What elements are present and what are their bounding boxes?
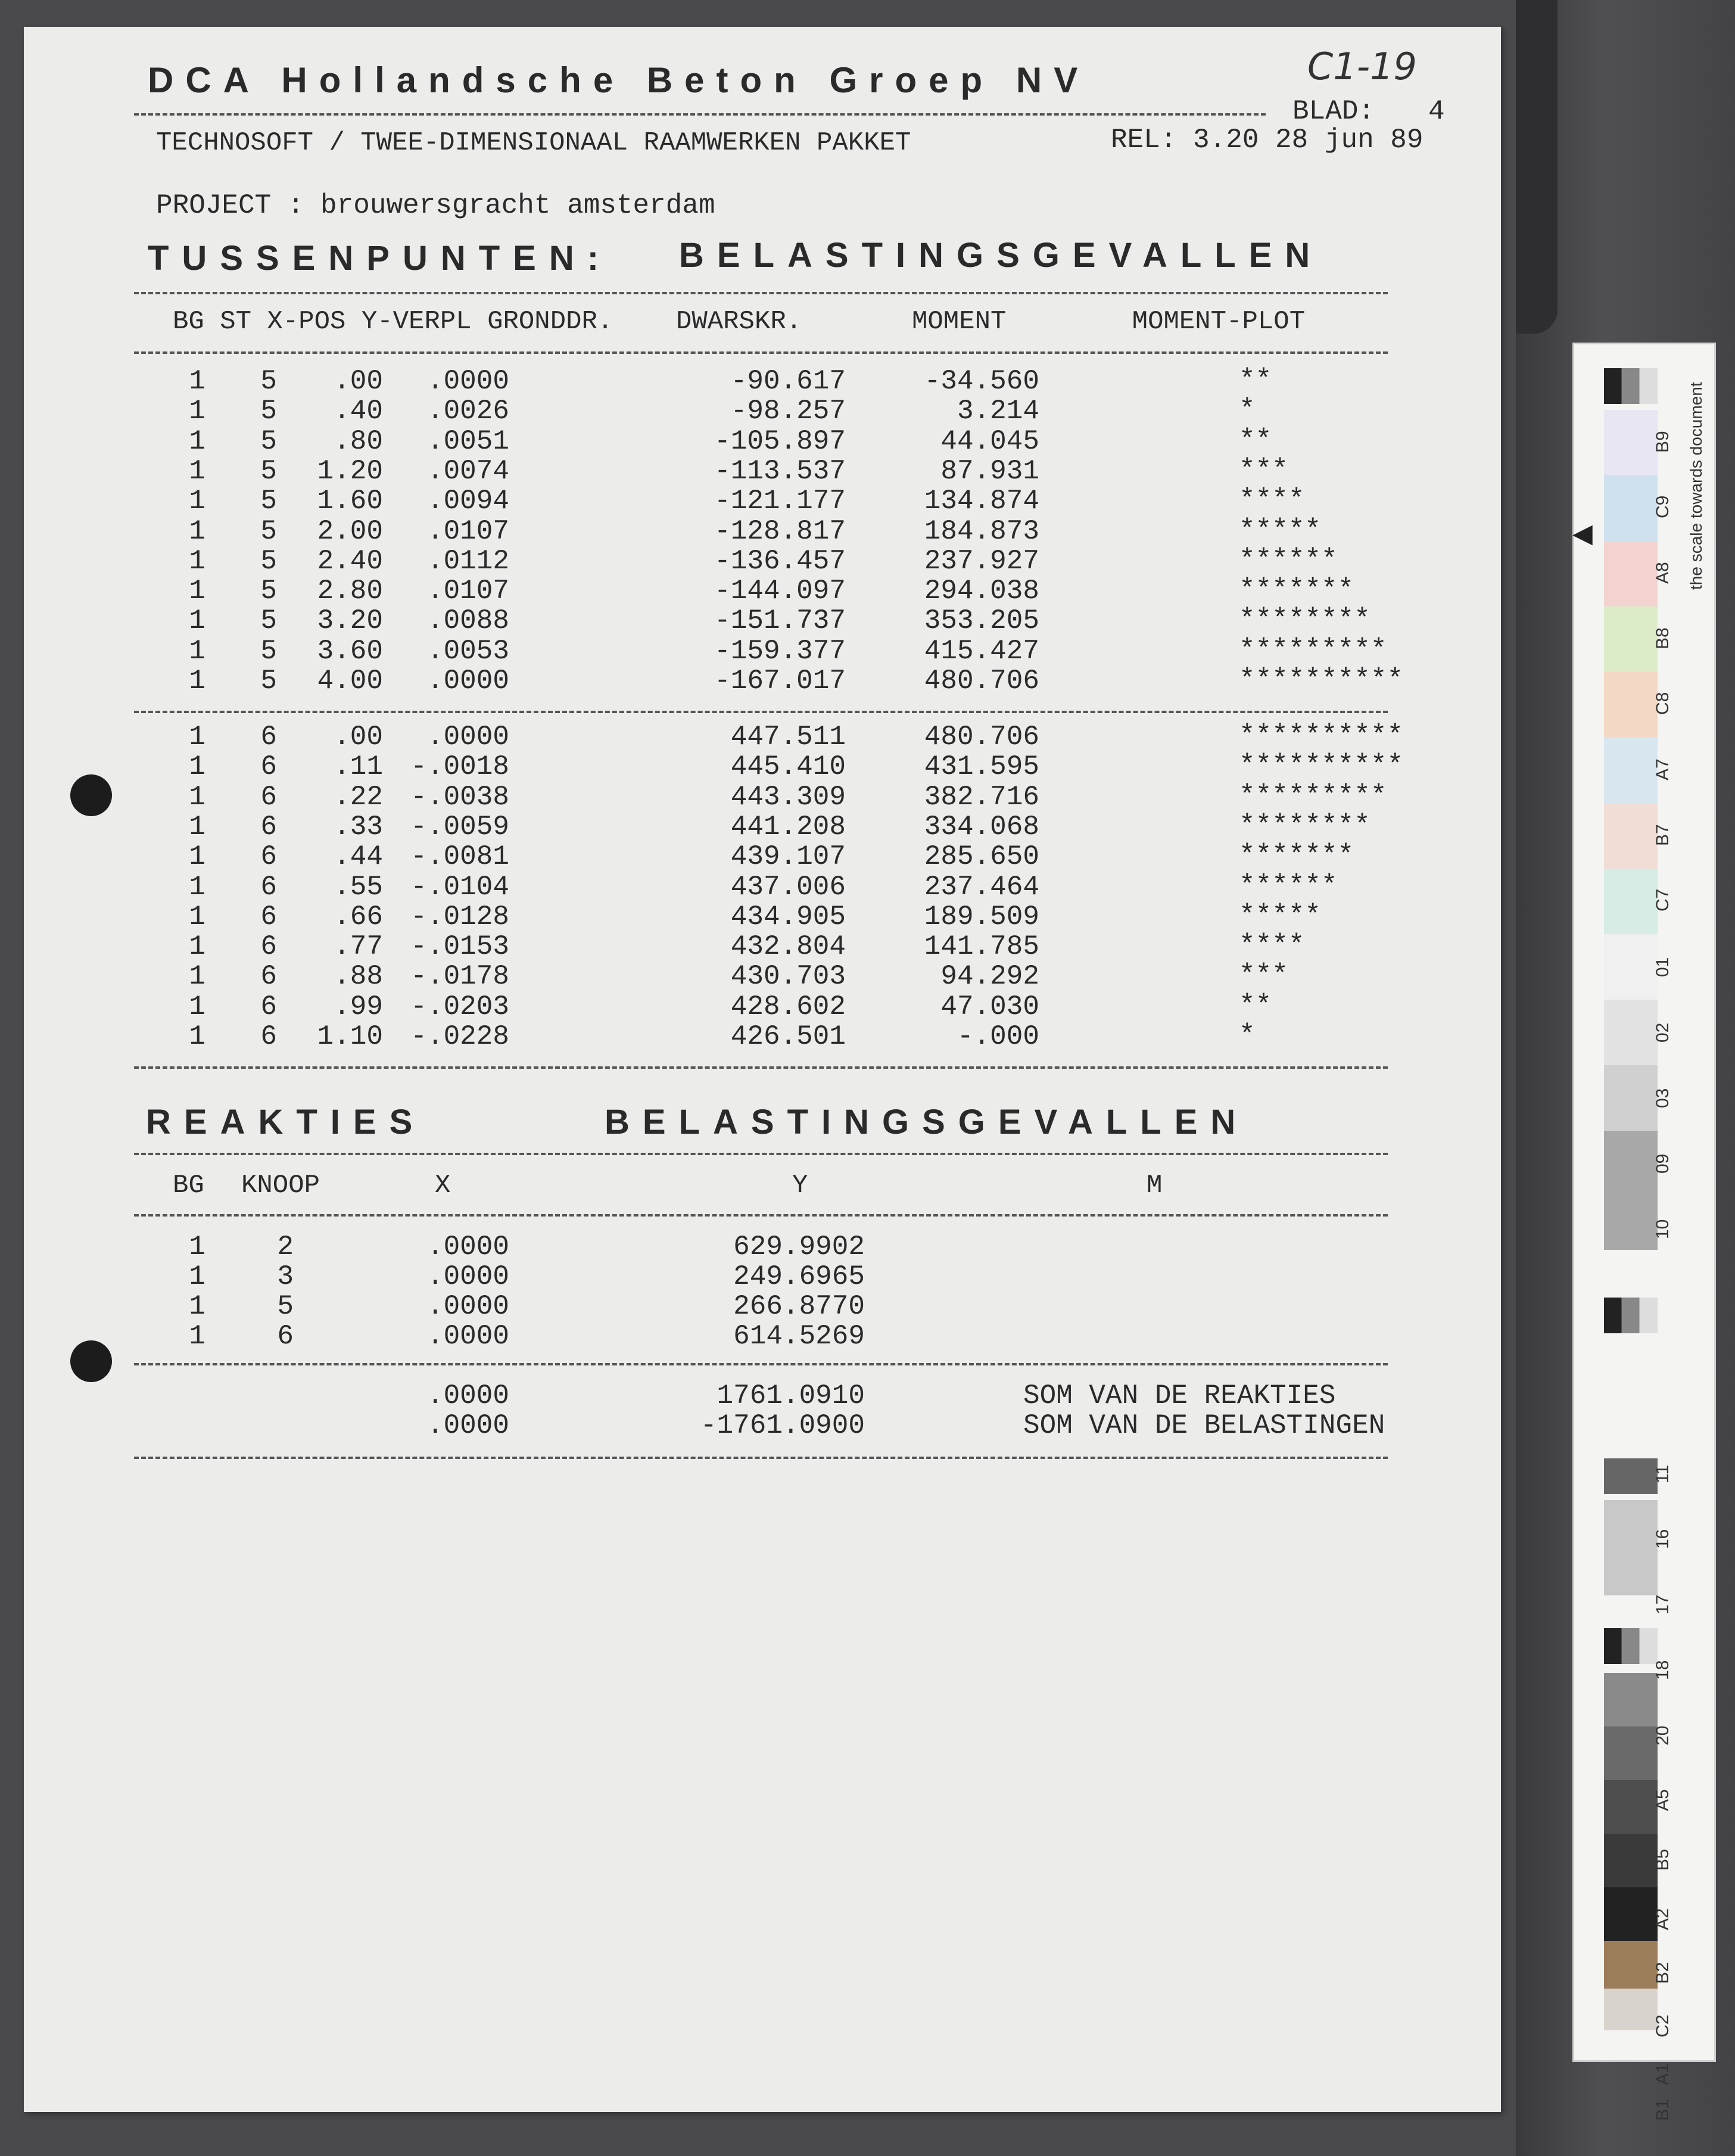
cell-dwarskr: 443.309: [730, 781, 846, 813]
cell-moment: 237.927: [924, 545, 1039, 577]
scale-patch: [1604, 1500, 1658, 1595]
cell-st: 5: [260, 665, 277, 696]
moment-plot: *******: [1239, 574, 1354, 606]
cell-dwarskr: 441.208: [730, 811, 846, 842]
cell-moment: 47.030: [940, 991, 1039, 1022]
cell-xpos: 3.20: [317, 605, 383, 637]
cell-st: 5: [260, 575, 277, 607]
reaktie-x: .0000: [426, 1231, 509, 1262]
cell-moment: 3.214: [957, 396, 1039, 427]
blad-label: BLAD:: [1292, 96, 1375, 127]
cell-yverpl: .0107: [426, 575, 509, 607]
cell-yverpl: .0000: [426, 721, 509, 752]
cell-yverpl: .0107: [426, 515, 509, 547]
scale-patch: [1604, 410, 1658, 475]
release-date: REL: 3.20 28 jun 89: [1111, 125, 1423, 155]
scale-patch: [1604, 1887, 1658, 1941]
total-label: SOM VAN DE BELASTINGEN: [1023, 1410, 1385, 1441]
moment-plot: **********: [1239, 664, 1404, 695]
scale-patch: [1604, 738, 1658, 803]
cell-st: 6: [260, 751, 277, 783]
cell-moment: 141.785: [924, 931, 1039, 963]
cell-bg: 1: [189, 901, 205, 932]
cell-moment: -34.560: [924, 366, 1039, 397]
total-y: -1761.0900: [700, 1410, 865, 1441]
cell-bg: 1: [189, 605, 205, 637]
moment-plot: ********: [1239, 604, 1370, 636]
cell-st: 5: [260, 486, 277, 517]
color-scale-strip: [1572, 343, 1716, 2062]
section2-title-left: REAKTIES: [146, 1103, 426, 1141]
scale-note: the scale towards document: [1687, 382, 1705, 590]
cell-bg: 1: [189, 515, 205, 547]
scale-patch: [1604, 934, 1658, 1000]
cell-dwarskr: -151.737: [714, 605, 846, 637]
reaktie-knoop: 5: [277, 1291, 294, 1322]
scale-label: C9: [1653, 495, 1672, 518]
scale-label: B1: [1653, 2099, 1672, 2121]
divider: [134, 1457, 1388, 1459]
scale-patch: [1604, 1673, 1658, 1726]
cell-xpos: 3.60: [317, 635, 383, 667]
cell-moment: 237.464: [924, 871, 1039, 903]
cell-dwarskr: 434.905: [730, 901, 846, 932]
cell-bg: 1: [189, 486, 205, 517]
cell-bg: 1: [189, 575, 205, 607]
cell-moment: 87.931: [940, 455, 1039, 487]
cell-st: 5: [260, 635, 277, 667]
scale-label: 01: [1653, 957, 1672, 977]
cell-bg: 1: [189, 1021, 205, 1052]
cell-yverpl: -.0081: [410, 841, 509, 873]
cell-dwarskr: 447.511: [730, 721, 846, 752]
cell-yverpl: -.0059: [410, 811, 509, 842]
cell-st: 5: [260, 515, 277, 547]
scale-patch: [1604, 1780, 1658, 1834]
moment-plot: *******: [1239, 840, 1354, 872]
binder-fold: [1516, 0, 1558, 334]
cell-yverpl: .0026: [426, 396, 509, 427]
cell-yverpl: -.0104: [410, 871, 509, 903]
cell-st: 6: [260, 901, 277, 932]
moment-plot: **: [1239, 990, 1272, 1021]
divider: [134, 351, 1388, 354]
reaktie-y: 629.9902: [733, 1231, 865, 1262]
scale-label: 18: [1653, 1660, 1672, 1680]
scale-patch: [1604, 1834, 1658, 1887]
cell-bg: 1: [189, 455, 205, 487]
scale-label: B7: [1653, 824, 1672, 846]
col-bg: BG: [173, 1171, 204, 1200]
cell-dwarskr: -105.897: [714, 425, 846, 457]
cell-moment: 44.045: [940, 425, 1039, 457]
cell-bg: 1: [189, 425, 205, 457]
cell-moment: 189.509: [924, 901, 1039, 932]
arrow-left-icon: ◀: [1572, 518, 1593, 549]
scale-label: A7: [1653, 758, 1672, 780]
scale-label: B8: [1653, 627, 1672, 649]
moment-plot: **: [1239, 365, 1272, 396]
cell-moment: 480.706: [924, 665, 1039, 696]
blad-value: 4: [1428, 96, 1445, 127]
moment-plot: ****: [1239, 484, 1305, 516]
cell-st: 5: [260, 425, 277, 457]
cell-bg: 1: [189, 781, 205, 813]
scale-patch: [1604, 1458, 1658, 1494]
cell-yverpl: .0053: [426, 635, 509, 667]
cell-st: 6: [260, 961, 277, 993]
cell-yverpl: -.0038: [410, 781, 509, 813]
total-y: 1761.0910: [717, 1380, 865, 1411]
company-name: DCA Hollandsche Beton Groep NV: [148, 60, 1090, 100]
cell-yverpl: -.0128: [410, 901, 509, 932]
moment-plot: *: [1239, 1020, 1256, 1051]
cell-dwarskr: -144.097: [714, 575, 846, 607]
section1-column-header: BG ST X-POS Y-VERPL GRONDDR. DWARSKR. MOMENT MOMENT-PLOT: [173, 307, 1306, 337]
divider: [134, 1363, 1388, 1365]
cell-moment: 334.068: [924, 811, 1039, 842]
reaktie-bg: 1: [189, 1321, 205, 1352]
scale-label: 11: [1653, 1464, 1672, 1483]
scale-patch: [1604, 475, 1658, 541]
scale-patch: [1604, 541, 1658, 606]
cell-moment: 480.706: [924, 721, 1039, 752]
scale-patch-gray: [1604, 1628, 1658, 1664]
scale-patch: [1604, 1065, 1658, 1131]
moment-plot: *****: [1239, 514, 1322, 546]
cell-dwarskr: -167.017: [714, 665, 846, 696]
scale-label: C2: [1653, 2014, 1672, 2037]
cell-dwarskr: 432.804: [730, 931, 846, 963]
cell-yverpl: .0074: [426, 455, 509, 487]
cell-bg: 1: [189, 721, 205, 752]
cell-xpos: .44: [334, 841, 383, 873]
cell-xpos: .40: [334, 396, 383, 427]
cell-moment: 294.038: [924, 575, 1039, 607]
cell-dwarskr: -128.817: [714, 515, 846, 547]
scale-patch: [1604, 606, 1658, 672]
cell-dwarskr: -159.377: [714, 635, 846, 667]
scale-label: A2: [1653, 1908, 1672, 1930]
moment-plot: ********: [1239, 810, 1370, 841]
scale-label: 16: [1653, 1529, 1672, 1549]
cell-yverpl: .0088: [426, 605, 509, 637]
cell-dwarskr: 439.107: [730, 841, 846, 873]
col-x: X: [435, 1171, 451, 1200]
moment-plot: *****: [1239, 900, 1322, 931]
scale-label: 20: [1653, 1725, 1672, 1746]
cell-xpos: 2.80: [317, 575, 383, 607]
scale-label: 10: [1653, 1219, 1672, 1239]
scale-label: A5: [1653, 1789, 1672, 1811]
cell-yverpl: -.0178: [410, 961, 509, 993]
cell-moment: 353.205: [924, 605, 1039, 637]
cell-bg: 1: [189, 871, 205, 903]
cell-moment: 134.874: [924, 486, 1039, 517]
cell-yverpl: -.0018: [410, 751, 509, 783]
section1-title-right: BELASTINGSGEVALLEN: [679, 236, 1323, 275]
total-x: .0000: [426, 1410, 509, 1441]
cell-yverpl: -.0153: [410, 931, 509, 963]
cell-dwarskr: 430.703: [730, 961, 846, 993]
moment-plot: ***: [1239, 454, 1288, 486]
cell-st: 6: [260, 871, 277, 903]
cell-yverpl: .0051: [426, 425, 509, 457]
cell-yverpl: .0094: [426, 486, 509, 517]
cell-yverpl: -.0228: [410, 1021, 509, 1052]
cell-yverpl: .0000: [426, 366, 509, 397]
cell-st: 6: [260, 1021, 277, 1052]
moment-plot: *********: [1239, 634, 1387, 665]
moment-plot: *: [1239, 394, 1256, 426]
divider: [134, 292, 1388, 294]
cell-moment: 382.716: [924, 781, 1039, 813]
cell-bg: 1: [189, 366, 205, 397]
cell-moment: 431.595: [924, 751, 1039, 783]
cell-bg: 1: [189, 961, 205, 993]
reaktie-bg: 1: [189, 1231, 205, 1262]
cell-xpos: .88: [334, 961, 383, 993]
divider: [134, 113, 1266, 116]
cell-dwarskr: -113.537: [714, 455, 846, 487]
cell-st: 5: [260, 366, 277, 397]
scale-label: B2: [1653, 1962, 1672, 1984]
cell-bg: 1: [189, 635, 205, 667]
cell-yverpl: .0000: [426, 665, 509, 696]
cell-bg: 1: [189, 396, 205, 427]
col-m: M: [1147, 1171, 1163, 1200]
moment-plot: **********: [1239, 750, 1404, 782]
reaktie-knoop: 3: [277, 1261, 294, 1292]
scale-label: A1: [1653, 2063, 1672, 2085]
total-x: .0000: [426, 1380, 509, 1411]
cell-moment: 184.873: [924, 515, 1039, 547]
cell-yverpl: -.0203: [410, 991, 509, 1022]
cell-yverpl: .0112: [426, 545, 509, 577]
scale-patch: [1604, 803, 1658, 869]
project-line: PROJECT : brouwersgracht amsterdam: [156, 190, 715, 221]
cell-st: 5: [260, 605, 277, 637]
cell-xpos: 4.00: [317, 665, 383, 696]
reaktie-bg: 1: [189, 1261, 205, 1292]
cell-dwarskr: 426.501: [730, 1021, 846, 1052]
scale-patch: [1604, 1131, 1658, 1250]
cell-st: 5: [260, 396, 277, 427]
cell-dwarskr: -98.257: [730, 396, 846, 427]
cell-xpos: 1.20: [317, 455, 383, 487]
scale-patch-gray: [1604, 368, 1658, 404]
cell-xpos: .11: [334, 751, 383, 783]
scale-label: 02: [1653, 1022, 1672, 1043]
scale-patch: [1604, 869, 1658, 934]
cell-dwarskr: 445.410: [730, 751, 846, 783]
cell-moment: 285.650: [924, 841, 1039, 873]
cell-dwarskr: 437.006: [730, 871, 846, 903]
handwritten-reference: C1-19: [1307, 45, 1418, 88]
section1-title-left: TUSSENPUNTEN:: [148, 239, 612, 278]
scale-label: B5: [1653, 1849, 1672, 1871]
reaktie-bg: 1: [189, 1291, 205, 1322]
scale-patch: [1604, 1989, 1658, 2030]
cell-dwarskr: -136.457: [714, 545, 846, 577]
cell-bg: 1: [189, 841, 205, 873]
cell-xpos: .66: [334, 901, 383, 932]
moment-plot: ******: [1239, 544, 1338, 575]
cell-bg: 1: [189, 931, 205, 963]
moment-plot: *********: [1239, 780, 1387, 811]
reaktie-y: 249.6965: [733, 1261, 865, 1292]
col-y: Y: [792, 1171, 808, 1200]
cell-xpos: .00: [334, 366, 383, 397]
scale-label: 09: [1653, 1153, 1672, 1174]
cell-st: 5: [260, 545, 277, 577]
cell-xpos: 1.10: [317, 1021, 383, 1052]
scale-label: B9: [1653, 431, 1672, 453]
cell-st: 6: [260, 721, 277, 752]
cell-st: 6: [260, 841, 277, 873]
scale-patch: [1604, 1941, 1658, 1989]
software-title: TECHNOSOFT / TWEE-DIMENSIONAAL RAAMWERKEN PAKKET: [156, 128, 911, 158]
document-page: [24, 27, 1501, 2112]
scale-patch: [1604, 1000, 1658, 1065]
cell-moment: 415.427: [924, 635, 1039, 667]
cell-moment: -.000: [957, 1021, 1039, 1052]
cell-bg: 1: [189, 811, 205, 842]
scale-label: C7: [1653, 888, 1672, 911]
divider: [134, 1214, 1388, 1217]
scale-patch-gray: [1604, 1298, 1658, 1333]
scale-label: C8: [1653, 692, 1672, 715]
cell-xpos: 1.60: [317, 486, 383, 517]
cell-xpos: .77: [334, 931, 383, 963]
reaktie-y: 266.8770: [733, 1291, 865, 1322]
cell-xpos: 2.40: [317, 545, 383, 577]
cell-st: 6: [260, 781, 277, 813]
cell-xpos: .99: [334, 991, 383, 1022]
cell-st: 6: [260, 811, 277, 842]
col-knoop: KNOOP: [241, 1171, 320, 1200]
cell-xpos: .22: [334, 781, 383, 813]
cell-xpos: .55: [334, 871, 383, 903]
section2-title-right: BELASTINGSGEVALLEN: [605, 1103, 1249, 1141]
cell-st: 6: [260, 991, 277, 1022]
scale-patch: [1604, 672, 1658, 738]
scale-label: 03: [1653, 1088, 1672, 1108]
reaktie-knoop: 2: [277, 1231, 294, 1262]
total-label: SOM VAN DE REAKTIES: [1023, 1380, 1336, 1411]
cell-moment: 94.292: [940, 961, 1039, 993]
scale-label: 17: [1653, 1594, 1672, 1614]
reaktie-y: 614.5269: [733, 1321, 865, 1352]
cell-bg: 1: [189, 991, 205, 1022]
scale-patch: [1604, 1726, 1658, 1780]
moment-plot: ******: [1239, 870, 1338, 901]
divider: [134, 1153, 1388, 1155]
cell-xpos: .80: [334, 425, 383, 457]
reaktie-x: .0000: [426, 1261, 509, 1292]
cell-st: 6: [260, 931, 277, 963]
cell-bg: 1: [189, 751, 205, 783]
moment-plot: **********: [1239, 720, 1404, 751]
reaktie-x: .0000: [426, 1321, 509, 1352]
divider: [134, 1066, 1388, 1069]
cell-st: 5: [260, 455, 277, 487]
cell-bg: 1: [189, 665, 205, 696]
cell-dwarskr: -90.617: [730, 366, 846, 397]
moment-plot: ***: [1239, 960, 1288, 991]
moment-plot: ****: [1239, 930, 1305, 962]
cell-xpos: 2.00: [317, 515, 383, 547]
divider: [134, 711, 1388, 713]
cell-xpos: .33: [334, 811, 383, 842]
scale-label: A8: [1653, 562, 1672, 584]
reaktie-knoop: 6: [277, 1321, 294, 1352]
cell-xpos: .00: [334, 721, 383, 752]
moment-plot: **: [1239, 424, 1272, 456]
reaktie-x: .0000: [426, 1291, 509, 1322]
cell-bg: 1: [189, 545, 205, 577]
cell-dwarskr: 428.602: [730, 991, 846, 1022]
cell-dwarskr: -121.177: [714, 486, 846, 517]
